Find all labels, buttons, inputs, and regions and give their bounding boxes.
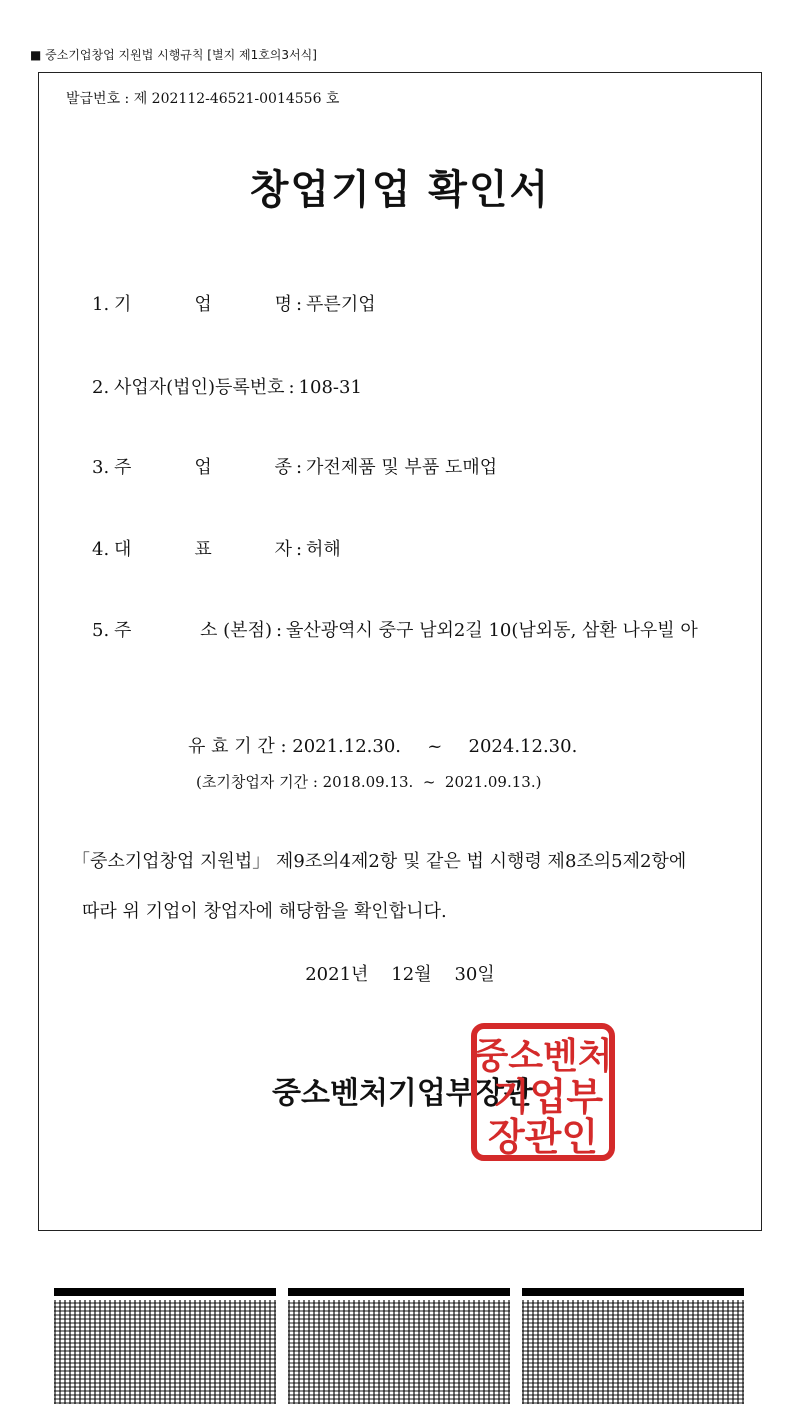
security-barcode-3 <box>522 1288 744 1404</box>
confirmation-text-line2: 따라 위 기업이 창업자에 해당함을 확인합니다. <box>82 901 447 922</box>
validity-tilde: ~ <box>427 736 443 757</box>
field-number: 3. <box>92 457 110 478</box>
issue-number: 발급번호 : 제 202112-46521-0014556 호 <box>66 91 340 107</box>
field-address: 5. 주 소 (본점) : 울산광역시 중구 남외2길 10(남외동, 삼환 나우빌 아 <box>92 616 698 642</box>
initial-founder-period: (초기창업자 기간 : 2018.09.13. ~ 2021.09.13.) <box>196 773 542 791</box>
certificate-frame <box>38 72 762 1231</box>
confirmation-text-line1: 「중소기업창업 지원법」 제9조의4제2항 및 같은 법 시행령 제8조의5제2항에 <box>72 851 687 872</box>
field-label: 사업자(법인)등록번호 <box>114 377 285 398</box>
field-number: 2. <box>92 377 110 398</box>
security-barcode-2 <box>288 1288 510 1404</box>
field-value: 푸른기업 <box>306 294 376 315</box>
field-label: 주 소 (본점) <box>114 620 272 641</box>
seal-line-2: 기업부 <box>492 1075 604 1119</box>
issuer-name: 중소벤처기업부장관 <box>272 1076 533 1111</box>
validity-start: 2021.12.30. <box>292 736 402 757</box>
issue-date: 2021년 12월 30일 <box>305 964 495 985</box>
security-barcode-1 <box>54 1288 276 1404</box>
field-value: 108-31 <box>298 377 362 398</box>
field-number: 5. <box>92 620 110 641</box>
form-reference: ■ 중소기업창업 지원법 시행규칙 [별지 제1호의3서식] <box>30 48 317 62</box>
field-label: 대 표 자 <box>114 539 293 560</box>
seal-line-3: 장관인 <box>487 1115 599 1159</box>
seal-line-1: 중소벤처 <box>473 1036 613 1077</box>
field-label: 기 업 명 <box>114 294 293 315</box>
validity-period: 유 효 기 간 : 2021.12.30. ~ 2024.12.30. <box>188 736 578 757</box>
validity-end: 2024.12.30. <box>468 736 578 757</box>
field-business-reg-number: 2. 사업자(법인)등록번호 : 108-31 <box>92 373 362 399</box>
field-company-name: 1. 기 업 명 : 푸른기업 <box>92 290 376 316</box>
document-title: 창업기업 확인서 <box>249 167 551 213</box>
field-representative: 4. 대 표 자 : 허해 <box>92 535 341 561</box>
validity-label: 유 효 기 간 <box>188 736 275 757</box>
field-value: 허해 <box>306 539 341 560</box>
field-business-type: 3. 주 업 종 : 가전제품 및 부품 도매업 <box>92 453 497 479</box>
field-number: 4. <box>92 539 110 560</box>
official-seal <box>470 1022 616 1162</box>
field-label: 주 업 종 <box>114 457 293 478</box>
field-value: 가전제품 및 부품 도매업 <box>306 457 498 478</box>
field-number: 1. <box>92 294 110 315</box>
field-value: 울산광역시 중구 남외2길 10(남외동, 삼환 나우빌 아 <box>285 620 698 641</box>
